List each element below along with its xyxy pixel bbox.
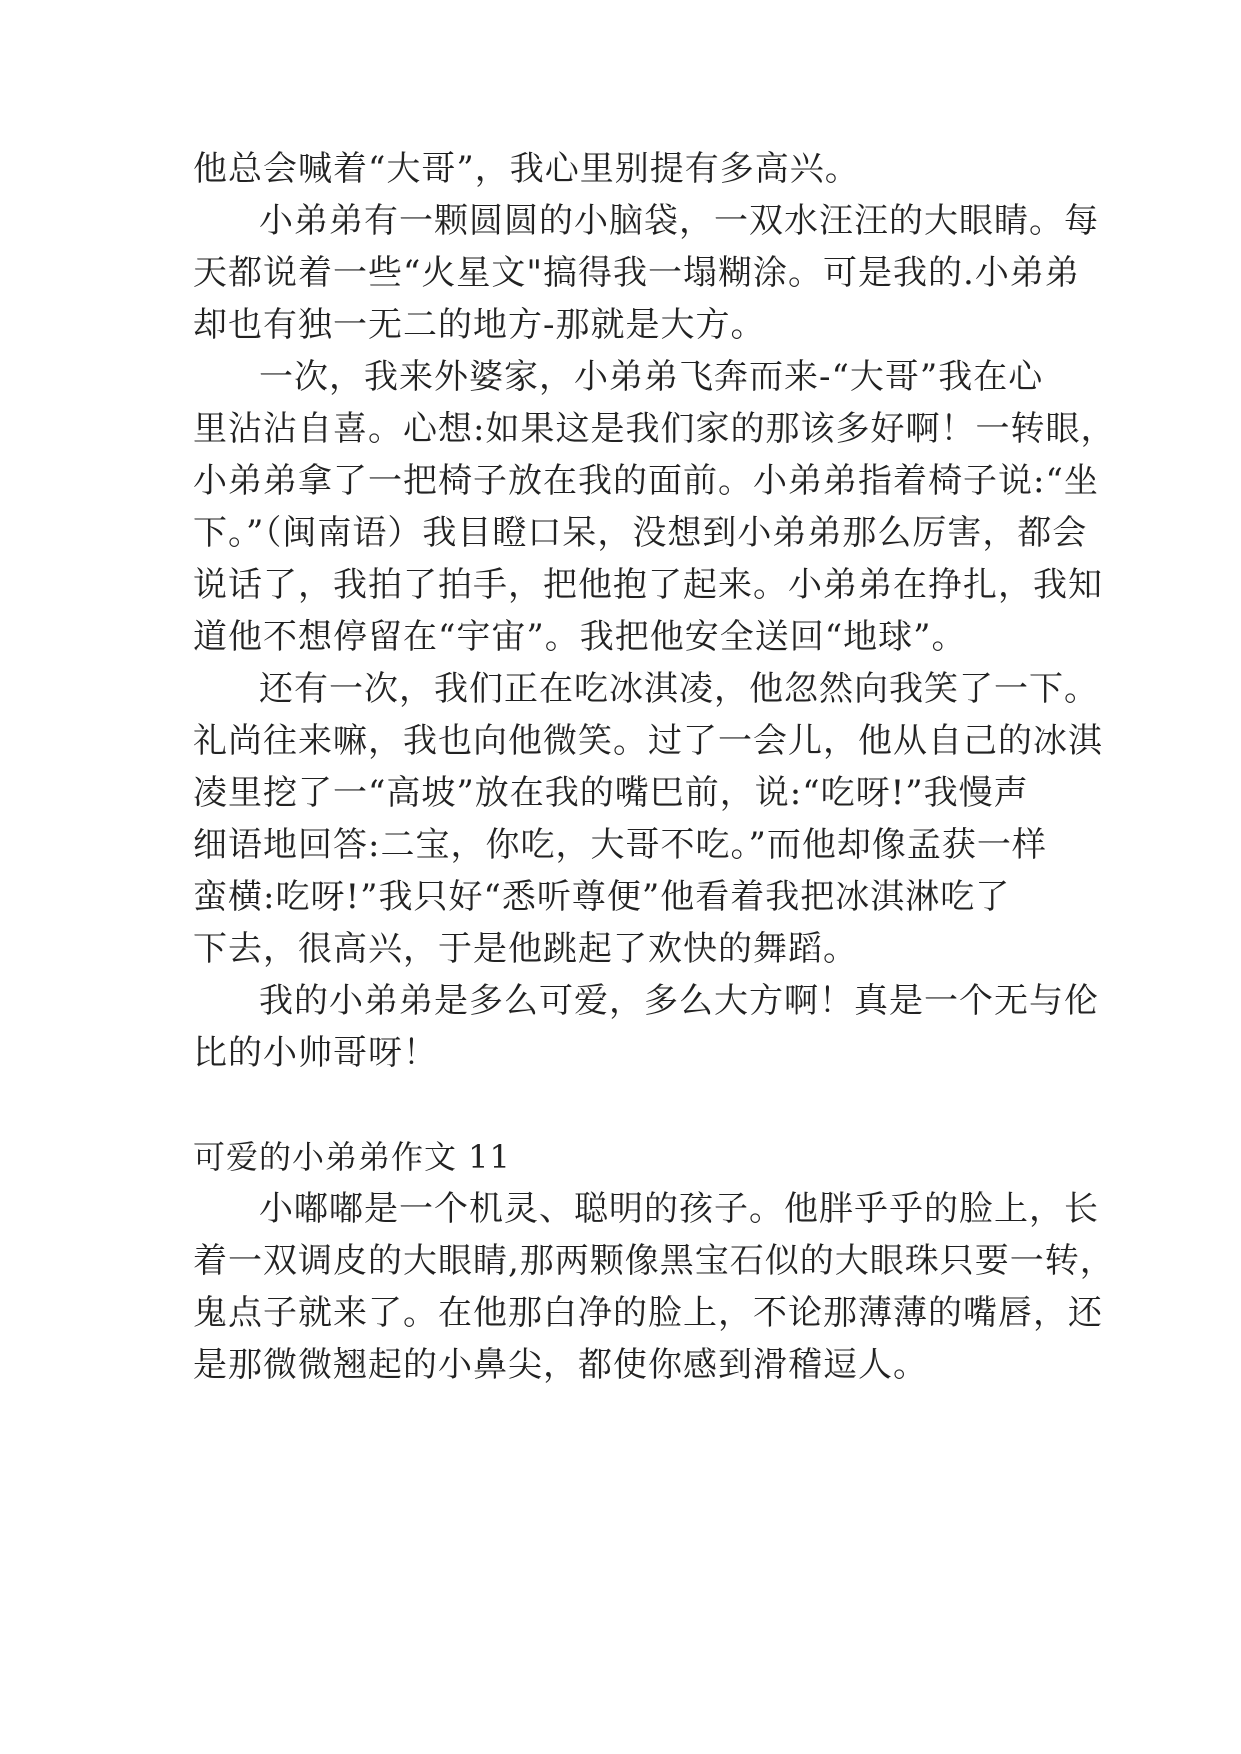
text-line: 鬼点子就来了。在他那白净的脸上，不论那薄薄的嘴唇，还 (193, 1293, 1103, 1333)
text-line: 却也有独一无二的地方-那就是大方。 (193, 305, 766, 345)
text-line: 小弟弟拿了一把椅子放在我的面前。小弟弟指着椅子说:“坐 (193, 461, 1099, 501)
text-line: 天都说着一些“火星文"搞得我一塌糊涂。可是我的.小弟弟 (193, 253, 1080, 293)
text-line: 细语地回答:二宝，你吃，大哥不吃。”而他却像孟获一样 (193, 825, 1047, 865)
text-line: 蛮横:吃呀!”我只好“悉听尊便”他看着我把冰淇淋吃了 (193, 877, 1011, 917)
text-line: 他总会喊着“大哥”，我心里别提有多高兴。 (193, 149, 860, 189)
text-line: 礼尚往来嘛，我也向他微笑。过了一会儿，他从自己的冰淇 (193, 721, 1103, 761)
section-title: 可爱的小弟弟作文 11 (193, 1138, 511, 1176)
text-line: 还有一次，我们正在吃冰淇凌，他忽然向我笑了一下。 (259, 669, 1099, 709)
text-line: 里沾沾自喜。心想:如果这是我们家的那该多好啊！一转眼， (193, 409, 1116, 449)
text-line: 比的小帅哥呀！ (193, 1033, 438, 1073)
text-line: 小嘟嘟是一个机灵、聪明的孩子。他胖乎乎的脸上，长 (259, 1189, 1099, 1229)
text-line: 是那微微翘起的小鼻尖，都使你感到滑稽逗人。 (193, 1345, 928, 1385)
text-line: 我的小弟弟是多么可爱，多么大方啊！真是一个无与伦 (259, 981, 1099, 1021)
text-line: 凌里挖了一“高坡”放在我的嘴巴前，说:“吃呀!”我慢声 (193, 773, 1029, 813)
text-line: 道他不想停留在“宇宙”。我把他安全送回“地球”。 (193, 617, 967, 657)
text-line: 一次，我来外婆家，小弟弟飞奔而来-“大哥”我在心 (259, 357, 1044, 397)
text-line: 着一双调皮的大眼睛,那两颗像黑宝石似的大眼珠只要一转， (193, 1241, 1115, 1281)
text-line: 下。”（闽南语）我目瞪口呆，没想到小弟弟那么厉害，都会 (193, 513, 1088, 553)
text-line: 下去，很高兴，于是他跳起了欢快的舞蹈。 (193, 929, 858, 969)
text-line: 说话了，我拍了拍手，把他抱了起来。小弟弟在挣扎，我知 (193, 565, 1103, 605)
text-line: 小弟弟有一颗圆圆的小脑袋，一双水汪汪的大眼睛。每 (259, 201, 1099, 241)
